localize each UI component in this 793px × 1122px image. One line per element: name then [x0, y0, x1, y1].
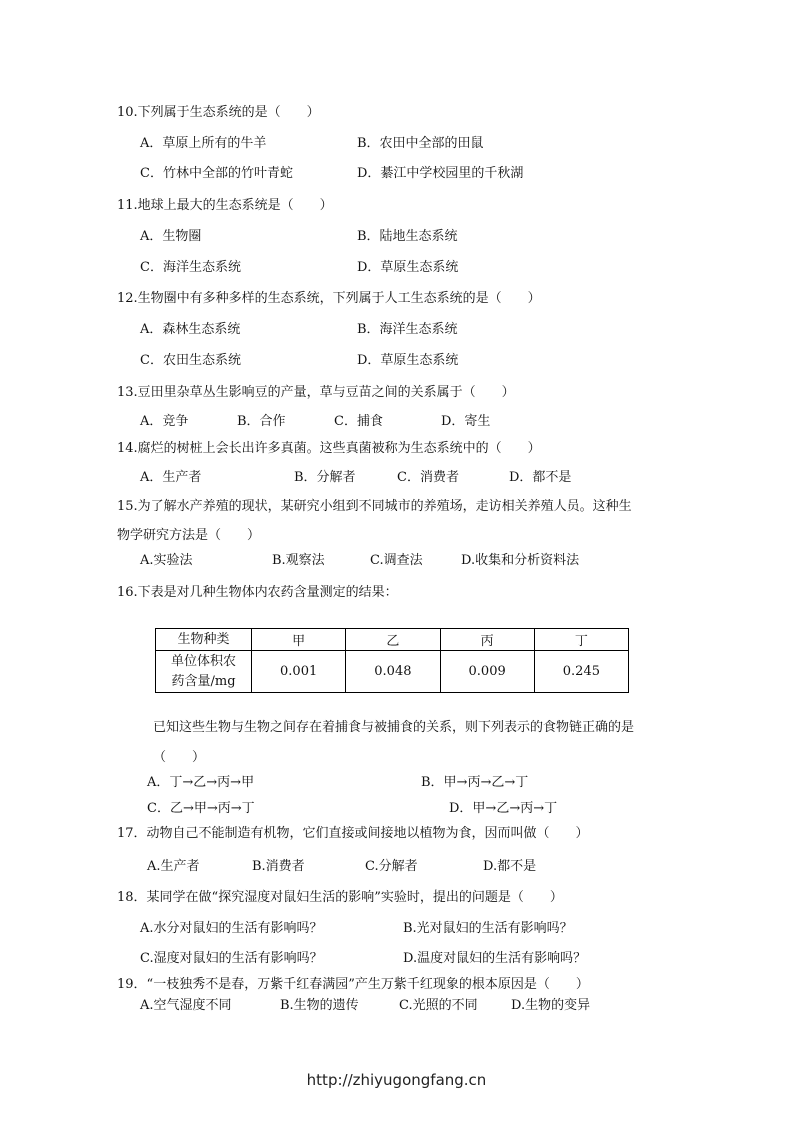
question-16-followup-line2: （ ）	[153, 750, 206, 765]
table-row	[156, 651, 629, 693]
table-cell: 0.009	[440, 651, 534, 693]
table-row-label	[156, 651, 252, 693]
question-11-option-c: C．海洋生态系统	[140, 260, 241, 275]
question-13-option-d: D．寄生	[441, 414, 491, 429]
table-header-cell: 生物种类	[156, 629, 252, 651]
table-header-row	[156, 629, 629, 651]
question-13-stem: 13.豆田里杂草丛生影响豆的产量，草与豆苗之间的关系属于（ ）	[117, 385, 515, 400]
question-15-option-b: B.观察法	[272, 553, 325, 568]
question-16-stem: 16.下表是对几种生物体内农药含量测定的结果：	[117, 585, 398, 600]
question-11-option-d: D．草原生态系统	[357, 260, 459, 275]
question-10-option-d: D．綦江中学校园里的千秋湖	[357, 166, 524, 181]
question-19-option-d: D.生物的变异	[511, 998, 591, 1013]
table-row-label-line2: 药含量/mg	[171, 673, 236, 689]
question-17-option-c: C.分解者	[365, 859, 418, 874]
question-15-option-a: A.实验法	[140, 553, 193, 568]
question-18-option-d: D.温度对鼠妇的生活有影响吗？	[403, 951, 587, 966]
question-12-option-d: D．草原生态系统	[357, 353, 459, 368]
table-header-cell: 乙	[346, 629, 440, 651]
question-19-option-b: B.生物的遗传	[280, 998, 359, 1013]
question-10-option-a: A．草原上所有的牛羊	[140, 136, 267, 151]
question-13-option-c: C．捕食	[334, 414, 383, 429]
question-15-stem-line2: 物学研究方法是（ ）	[117, 528, 261, 543]
question-14-option-d: D．都不是	[509, 470, 572, 485]
question-11-option-a: A．生物圈	[140, 229, 202, 244]
question-15-option-c: C.调查法	[370, 553, 423, 568]
question-10-option-b: B．农田中全部的田鼠	[357, 136, 484, 151]
question-11-stem: 11.地球上最大的生态系统是（ ）	[117, 198, 333, 213]
question-11-option-b: B．陆地生态系统	[357, 229, 458, 244]
question-16-option-b: B．甲→丙→乙→丁	[421, 775, 529, 790]
question-12-option-c: C．农田生态系统	[140, 353, 241, 368]
table-cell: 0.245	[534, 651, 628, 693]
question-13-option-b: B．合作	[237, 414, 286, 429]
question-18-stem: 18．某同学在做“探究湿度对鼠妇生活的影响”实验时，提出的问题是（ ）	[117, 890, 563, 905]
question-14-option-b: B．分解者	[294, 470, 356, 485]
question-15-option-d: D.收集和分析资料法	[461, 553, 580, 568]
table-header-cell: 丁	[534, 629, 628, 651]
question-10-option-c: C．竹林中全部的竹叶青蛇	[140, 166, 293, 181]
question-16-option-c: C．乙→甲→丙→丁	[147, 801, 255, 816]
question-12-stem: 12.生物圈中有多种多样的生态系统，下列属于人工生态系统的是（ ）	[117, 291, 541, 306]
question-14-option-a: A．生产者	[140, 470, 202, 485]
question-14-option-c: C．消费者	[397, 470, 459, 485]
question-18-option-a: A.水分对鼠妇的生活有影响吗？	[140, 921, 323, 936]
table-cell: 0.001	[252, 651, 346, 693]
pesticide-content-table	[155, 628, 629, 693]
table-header-cell: 丙	[440, 629, 534, 651]
question-15-stem-line1: 15.为了解水产养殖的现状，某研究小组到不同城市的养殖场，走访相关养殖人员。这种生	[117, 499, 632, 514]
question-19-option-c: C.光照的不同	[399, 998, 478, 1013]
question-17-stem: 17．动物自己不能制造有机物，它们直接或间接地以植物为食，因而叫做（ ）	[117, 826, 589, 841]
table-header-cell: 甲	[252, 629, 346, 651]
question-10-stem: 10.下列属于生态系统的是（ ）	[117, 105, 320, 120]
question-19-option-a: A.空气湿度不同	[140, 998, 232, 1013]
question-13-option-a: A．竞争	[140, 414, 189, 429]
footer-url: http://zhiyugongfang.cn	[306, 1071, 487, 1089]
table-row-label-line1: 单位体积农	[170, 653, 236, 669]
question-12-option-a: A．森林生态系统	[140, 322, 241, 337]
question-18-option-c: C.湿度对鼠妇的生活有影响吗？	[140, 951, 323, 966]
question-16-option-a: A．丁→乙→丙→甲	[147, 775, 255, 790]
question-17-option-d: D.都不是	[483, 859, 537, 874]
question-16-option-d: D．甲→乙→丙→丁	[449, 801, 558, 816]
question-17-option-a: A.生产者	[147, 859, 200, 874]
question-18-option-b: B.光对鼠妇的生活有影响吗？	[403, 921, 573, 936]
question-16-followup-line1: 已知这些生物与生物之间存在着捕食与被捕食的关系，则下列表示的食物链正确的是	[153, 720, 635, 735]
question-12-option-b: B．海洋生态系统	[357, 322, 458, 337]
question-17-option-b: B.消费者	[252, 859, 305, 874]
question-14-stem: 14.腐烂的树桩上会长出许多真菌。这些真菌被称为生态系统中的（ ）	[117, 441, 541, 456]
question-19-stem: 19．“一枝独秀不是春，万紫千红春满园”产生万紫千红现象的根本原因是（ ）	[117, 977, 589, 992]
table-cell: 0.048	[346, 651, 440, 693]
